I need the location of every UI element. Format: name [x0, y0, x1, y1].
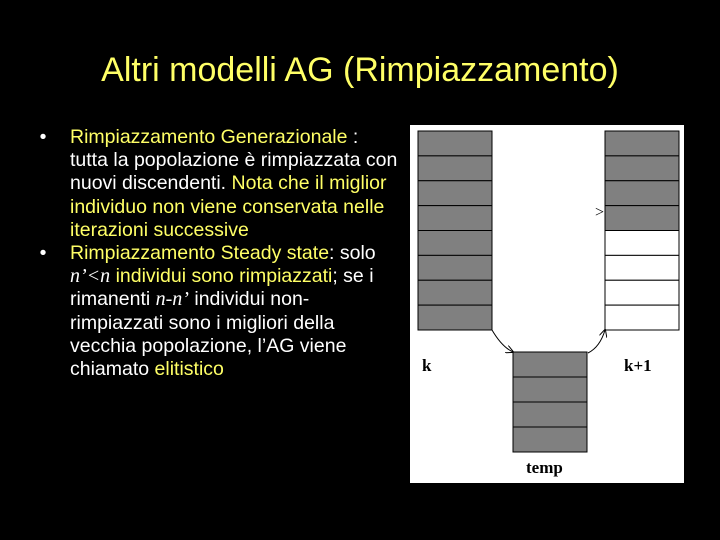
- population-k1-individual: [605, 131, 679, 156]
- population-k-individual: [418, 131, 492, 156]
- arrow-k-to-temp: [492, 330, 513, 352]
- population-temp-individual: [513, 377, 587, 402]
- population-k-individual: [418, 156, 492, 181]
- population-k: [418, 131, 492, 330]
- population-k-individual: [418, 305, 492, 330]
- population-temp: [513, 352, 587, 452]
- population-k1-individual: [605, 206, 679, 231]
- label-temp: temp: [526, 458, 563, 477]
- note-segment: Nota che il miglior individuo non viene conservata nelle iterazioni successive: [70, 172, 387, 241]
- population-k-plus-1: [605, 131, 679, 330]
- bullet-steady-state: [28, 242, 398, 381]
- population-k1-individual: [605, 231, 679, 256]
- greater-than-symbol: >: [595, 204, 605, 221]
- slide-title: Altri modelli AG (Rimpiazzamento): [101, 51, 619, 89]
- population-temp-individual: [513, 402, 587, 427]
- bullet-text: [70, 126, 397, 241]
- term-elitistico: elitistico: [154, 358, 224, 381]
- bullet-dot: •: [39, 242, 47, 265]
- text-segment: : tutta la popolazione è rimpiazzata con nuovi discendenti.: [70, 126, 398, 195]
- population-k-individual: [418, 280, 492, 305]
- population-temp-individual: [513, 427, 587, 452]
- population-k1-individual: [605, 255, 679, 280]
- bullet-generational: [28, 126, 398, 242]
- term-generazionale: Rimpiazzamento Generazionale: [70, 126, 348, 148]
- text-segment: individui non-rimpiazzati sono i migliori della vecchia popolazione, l’AG viene chiamato: [70, 288, 347, 381]
- replacement-diagram: [410, 125, 684, 483]
- math-n-minus-n-prime: n-n’: [155, 288, 189, 311]
- bullet-text: [70, 242, 376, 380]
- population-k1-individual: [605, 181, 679, 206]
- diagram-svg: [410, 125, 684, 483]
- label-k: k: [422, 356, 432, 375]
- bullet-list: [28, 126, 398, 381]
- arrow-temp-to-k1: [588, 330, 605, 353]
- label-k-plus-1: k+1: [624, 356, 652, 375]
- population-k-individual: [418, 255, 492, 280]
- population-k-individual: [418, 231, 492, 256]
- population-temp-individual: [513, 352, 587, 377]
- population-k1-individual: [605, 280, 679, 305]
- term-steady-state: Rimpiazzamento Steady state: [70, 242, 330, 265]
- population-k1-individual: [605, 305, 679, 330]
- bullet-dot: •: [39, 126, 47, 148]
- text-segment-yellow: individui sono rimpiazzati: [110, 265, 333, 288]
- text-segment: : solo: [329, 242, 376, 265]
- population-k-individual: [418, 206, 492, 231]
- text-segment: ; se i rimanenti: [70, 265, 374, 311]
- math-n-prime-less-n: n’<n: [70, 265, 111, 288]
- population-k1-individual: [605, 156, 679, 181]
- population-k-individual: [418, 181, 492, 206]
